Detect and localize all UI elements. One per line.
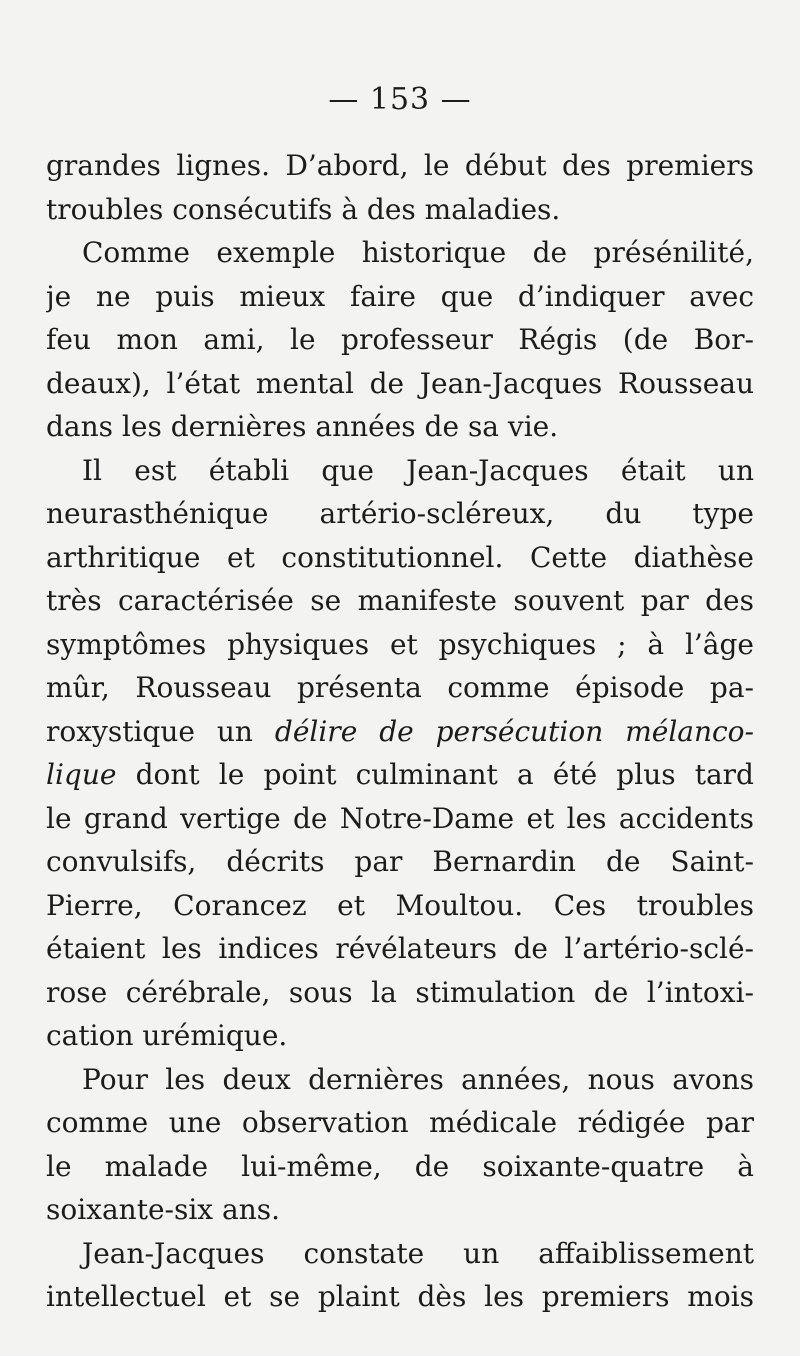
text-line: je ne puis mieux faire que d’indiquer avec bbox=[46, 279, 754, 313]
italic-phrase: lique bbox=[46, 758, 117, 791]
text-line: intellectuel et se plaint dès les premiers mois bbox=[46, 1280, 754, 1313]
text-line: arthritique et constitutionnel. Cette diathèse bbox=[46, 540, 754, 574]
text-line: Il est établi que Jean-Jacques était un bbox=[82, 453, 754, 487]
text-line: troubles consécutifs à des maladies. bbox=[46, 192, 561, 226]
text-line: comme une observation médicale rédigée par bbox=[46, 1106, 754, 1139]
text-line: rose cérébrale, sous la stimulation de l’intoxi- bbox=[46, 975, 754, 1009]
text-line: étaient les indices révélateurs de l’artério-sclé- bbox=[46, 932, 754, 965]
text-line: Comme exemple historique de présénilité, bbox=[82, 236, 754, 269]
text-line: grandes lignes. D’abord, le début des premiers bbox=[46, 149, 754, 182]
text-segment: dont le point culminant a été plus tard bbox=[135, 758, 754, 791]
paragraph bbox=[46, 1232, 754, 1319]
text-line: Pour les deux dernières années, nous avons bbox=[82, 1062, 754, 1096]
text-line: le grand vertige de Notre-Dame et les accidents bbox=[46, 801, 754, 835]
text-line: dans les dernières années de sa vie. bbox=[46, 410, 559, 443]
page-number: — 153 — bbox=[328, 82, 472, 117]
italic-phrase: délire de persécution mélanco- bbox=[274, 714, 754, 748]
text-segment: roxystique un bbox=[46, 714, 253, 748]
paragraph bbox=[46, 231, 754, 449]
text-line: feu mon ami, le professeur Régis (de Bor- bbox=[46, 323, 754, 356]
text-line: Pierre, Corancez et Moultou. Ces troubles bbox=[46, 888, 754, 922]
text-line bbox=[46, 710, 754, 754]
paragraph bbox=[46, 449, 754, 1058]
text-line: très caractérisée se manifeste souvent par des bbox=[46, 584, 754, 617]
text-line: convulsifs, décrits par Bernardin de Saint- bbox=[46, 845, 754, 878]
text-line bbox=[46, 753, 754, 797]
paragraph bbox=[46, 1058, 754, 1232]
paragraph bbox=[46, 144, 754, 231]
text-line: mûr, Rousseau présenta comme épisode pa- bbox=[46, 671, 754, 704]
text-line: soixante-six ans. bbox=[46, 1193, 280, 1226]
text-line: le malade lui-même, de soixante-quatre à bbox=[46, 1149, 754, 1183]
text-line: deaux), l’état mental de Jean-Jacques Rousseau bbox=[46, 366, 754, 400]
text-line: cation urémique. bbox=[46, 1019, 288, 1052]
text-line: neurasthénique artério-scléreux, du type bbox=[46, 497, 754, 530]
text-line: symptômes physiques et psychiques ; à l’âge bbox=[46, 627, 754, 661]
text-line: Jean-Jacques constate un affaiblissement bbox=[82, 1236, 754, 1270]
body-text bbox=[46, 144, 754, 1319]
